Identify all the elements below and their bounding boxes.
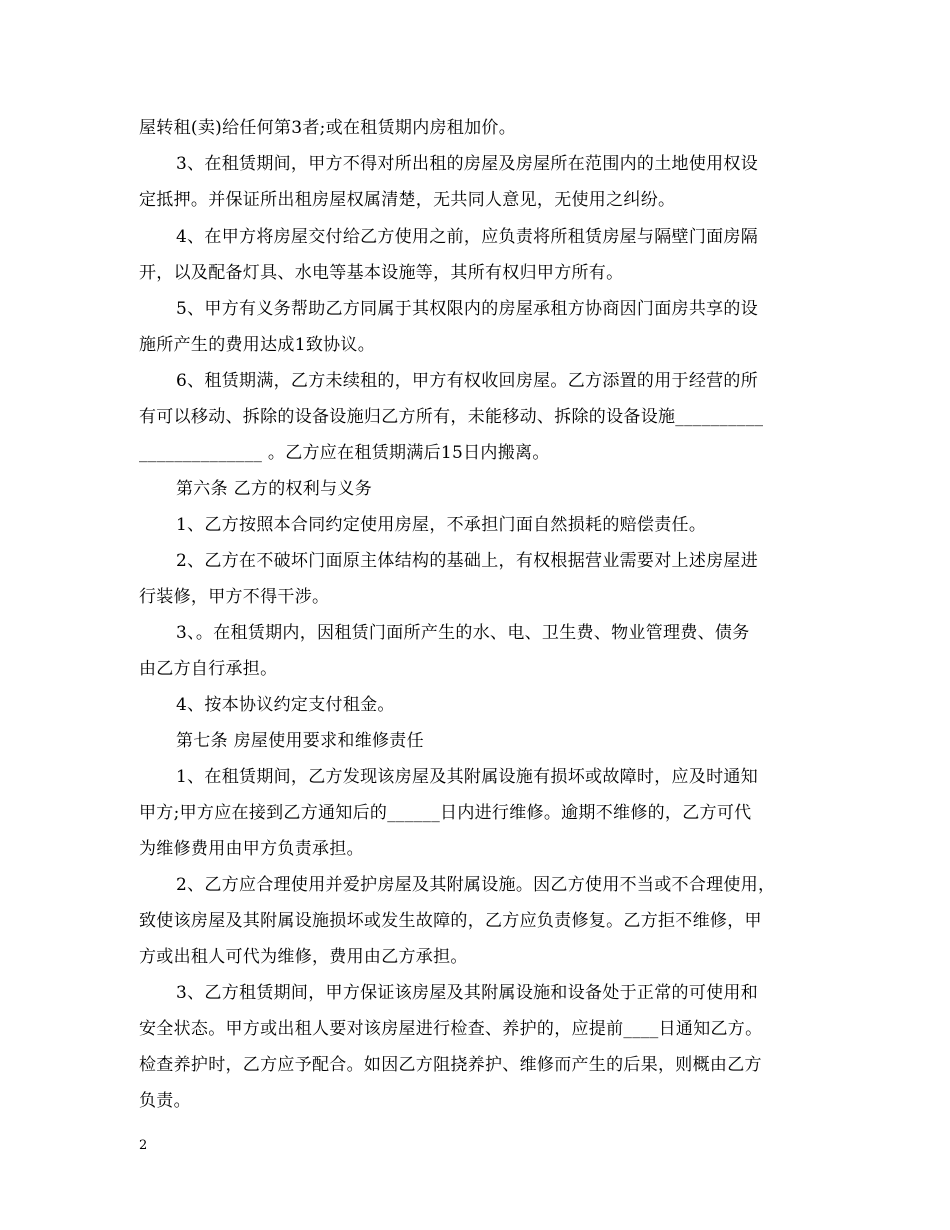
text-line: 检查养护时，乙方应予配合。如因乙方阻挠养护、维修而产生的后果，则概由乙方 [139,1055,762,1075]
section-heading: 第六条 乙方的权利与义务 [176,479,373,499]
text-line: 5、甲方有义务帮助乙方同属于其权限内的房屋承租方协商因门面房共享的设 [176,299,759,319]
text-line: 甲方;甲方应在接到乙方通知后的______日内进行维修。逾期不维修的，乙方可代 [139,803,752,823]
text-line: 有可以移动、拆除的设备设施归乙方所有，未能移动、拆除的设备设施__________ [139,407,764,427]
text-line: 3、。在租赁期内，因租赁门面所产生的水、电、卫生费、物业管理费、债务 [176,623,750,643]
text-line: 行装修，甲方不得干涉。 [139,587,330,607]
text-line: 3、乙方租赁期间，甲方保证该房屋及其附属设施和设备处于正常的可使用和 [176,983,759,1003]
text-line: 开，以及配备灯具、水电等基本设施等，其所有权归甲方所有。 [139,263,624,283]
text-line: 1、在租赁期间，乙方发现该房屋及其附属设施有损坏或故障时，应及时通知 [176,767,759,787]
text-line: ______________ 。乙方应在租赁期满后15日内搬离。 [139,443,550,463]
text-line: 为维修费用由甲方负责承担。 [139,839,364,859]
text-line: 定抵押。并保证所出租房屋权属清楚，无共同人意见，无使用之纠纷。 [139,190,676,210]
text-line: 2、乙方在不破坏门面原主体结构的基础上，有权根据营业需要对上述房屋进 [176,551,759,571]
text-line: 4、在甲方将房屋交付给乙方使用之前，应负责将所租赁房屋与隔壁门面房隔 [176,227,759,247]
text-line: 1、乙方按照本合同约定使用房屋，不承担门面自然损耗的赔偿责任。 [176,515,707,535]
text-line: 6、租赁期满，乙方未续租的，甲方有权收回房屋。乙方添置的用于经营的所 [176,371,759,391]
text-line: 由乙方自行承担。 [139,659,278,679]
text-line: 负责。 [139,1091,191,1111]
text-line: 4、按本协议约定支付租金。 [176,695,395,715]
text-line: 安全状态。甲方或出租人要对该房屋进行检查、养护的，应提前____日通知乙方。 [139,1019,763,1039]
text-line: 致使该房屋及其附属设施损坏或发生故障的，乙方应负责修复。乙方拒不维修，甲 [139,911,762,931]
section-heading: 第七条 房屋使用要求和维修责任 [176,731,424,751]
text-line: 2、乙方应合理使用并爱护房屋及其附属设施。因乙方使用不当或不合理使用， [176,875,776,895]
page-number: 2 [139,1138,148,1153]
text-line: 方或出租人可代为维修，费用由乙方承担。 [139,947,468,967]
text-line: 屋转租(卖)给任何第3者;或在租赁期内房租加价。 [139,118,517,138]
text-line: 3、在租赁期间，甲方不得对所出租的房屋及房屋所在范围内的土地使用权设 [176,154,759,174]
text-line: 施所产生的费用达成1致协议。 [139,335,376,355]
